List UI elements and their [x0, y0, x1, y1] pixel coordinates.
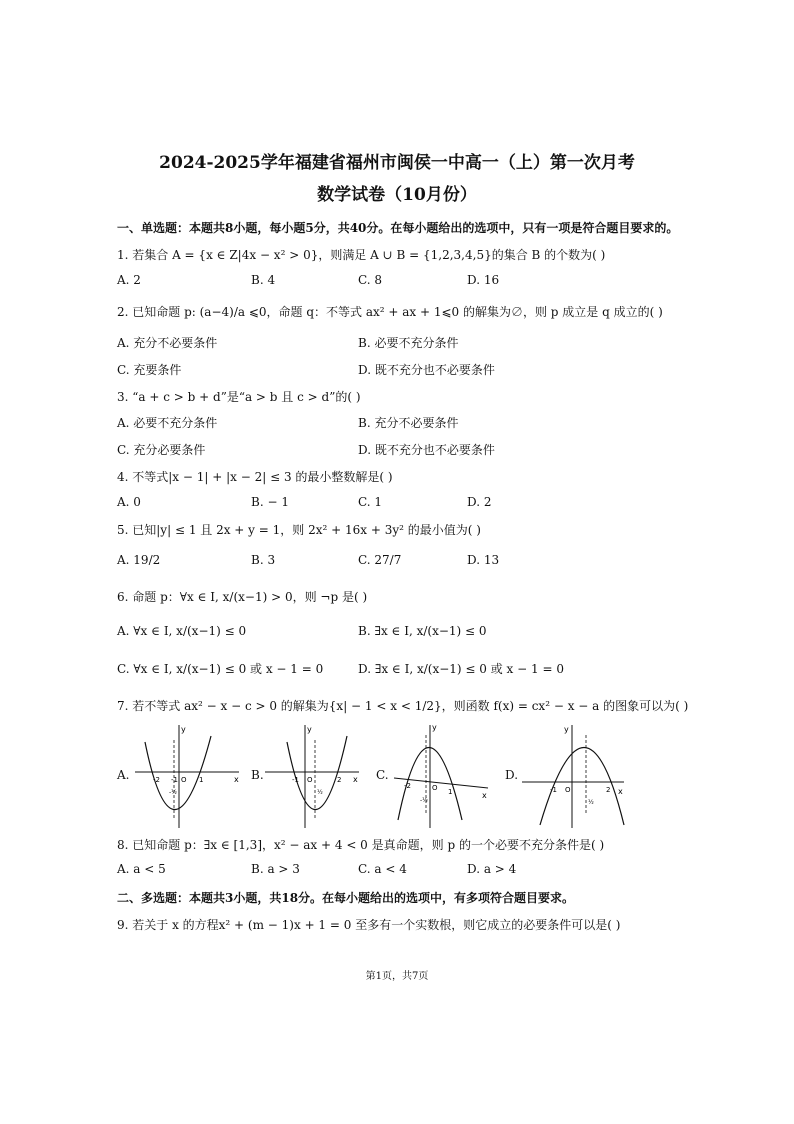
- q8-option-c: C. a < 4: [358, 862, 407, 876]
- q1-option-a: A. 2: [117, 273, 141, 287]
- svg-text:½: ½: [317, 789, 323, 796]
- question-5: 5. 已知|y| ≤ 1 且 2x + y = 1，则 2x² + 16x + 3y² 的最小值为( ): [117, 523, 481, 537]
- question-7: 7. 若不等式 ax² − x − c > 0 的解集为{x| − 1 < x < 1/2}，则函数 f(x) = cx² − x − a 的图象可以为( ): [117, 699, 689, 713]
- q2-option-b: B. 必要不充分条件: [358, 336, 459, 350]
- q7-graph-d: [520, 720, 630, 830]
- q1-option-b: B. 4: [251, 273, 276, 287]
- svg-text:x: x: [353, 775, 358, 784]
- svg-text:O: O: [565, 786, 571, 794]
- svg-text:1: 1: [199, 776, 204, 784]
- q3-option-a: A. 必要不充分条件: [117, 416, 218, 430]
- q6-option-c: C. ∀x ∈ I, x/(x−1) ≤ 0 或 x − 1 = 0: [117, 662, 324, 676]
- q1-option-d: D. 16: [467, 273, 500, 287]
- svg-text:y: y: [181, 725, 186, 734]
- svg-text:-1: -1: [292, 776, 299, 784]
- question-2: 2. 已知命题 p: (a−4)/a ⩽0，命题 q：不等式 ax² + ax + 1⩽0 的解集为∅，则 p 成立是 q 成立的( ): [117, 305, 663, 319]
- page-footer: 第1页，共7页: [365, 971, 429, 982]
- svg-text:-1: -1: [171, 776, 178, 784]
- svg-text:-1: -1: [550, 786, 557, 794]
- question-8: 8. 已知命题 p：∃x ∈ [1,3]，x² − ax + 4 < 0 是真命题，则 p 的一个必要不充分条件是( ): [117, 838, 605, 852]
- question-9: 9. 若关于 x 的方程x² + (m − 1)x + 1 = 0 至多有一个实数根，则它成立的必要条件可以是( ): [117, 918, 621, 932]
- question-4: 4. 不等式|x − 1| + |x − 2| ≤ 3 的最小整数解是( ): [117, 470, 393, 484]
- svg-text:y: y: [564, 725, 569, 734]
- exam-title: 2024-2025学年福建省福州市闽侯一中高一（上）第一次月考: [159, 153, 635, 173]
- q7-option-a: A.: [117, 768, 130, 782]
- q7-option-d: D.: [505, 768, 519, 782]
- question-1: 1. 若集合 A = {x ∈ Z|4x − x² > 0}，则满足 A ∪ B = {1,2,3,4,5}的集合 B 的个数为( ): [117, 248, 606, 262]
- q3-option-d: D. 既不充分也不必要条件: [358, 443, 495, 457]
- q3-option-b: B. 充分不必要条件: [358, 416, 459, 430]
- q4-option-a: A. 0: [117, 495, 141, 509]
- q2-option-c: C. 充要条件: [117, 363, 182, 377]
- q5-option-b: B. 3: [251, 553, 276, 567]
- q5-option-c: C. 27/7: [358, 553, 402, 567]
- section-1-heading: 一、单选题：本题共8小题，每小题5分，共40分。在每小题给出的选项中，只有一项是符合题目要求的。: [117, 221, 679, 235]
- q2-option-a: A. 充分不必要条件: [117, 336, 218, 350]
- question-6: 6. 命题 p：∀x ∈ I, x/(x−1) > 0，则 ¬p 是( ): [117, 590, 368, 604]
- q4-option-c: C. 1: [358, 495, 383, 509]
- svg-text:y: y: [307, 725, 312, 734]
- q8-option-a: A. a < 5: [117, 862, 166, 876]
- q7-graph-c: [392, 720, 492, 830]
- svg-text:-½: -½: [169, 789, 177, 796]
- q5-option-a: A. 19/2: [117, 553, 161, 567]
- svg-text:O: O: [432, 784, 438, 792]
- exam-subtitle: 数学试卷（10月份）: [317, 185, 477, 205]
- question-3: 3. “a + c > b + d”是“a > b 且 c > d”的( ): [117, 390, 361, 404]
- svg-text:-2: -2: [404, 782, 411, 790]
- q7-option-b: B.: [251, 768, 264, 782]
- svg-text:O: O: [307, 776, 313, 784]
- svg-text:-2: -2: [153, 776, 160, 784]
- q6-option-d: D. ∃x ∈ I, x/(x−1) ≤ 0 或 x − 1 = 0: [358, 662, 564, 676]
- section-2-heading: 二、多选题：本题共3小题，共18分。在每小题给出的选项中，有多项符合题目要求。: [117, 891, 575, 905]
- q2-option-d: D. 既不充分也不必要条件: [358, 363, 495, 377]
- q4-option-b: B. − 1: [251, 495, 289, 509]
- svg-text:-½: -½: [420, 797, 428, 804]
- svg-text:½: ½: [588, 799, 594, 806]
- q5-option-d: D. 13: [467, 553, 500, 567]
- q7-option-c: C.: [376, 768, 389, 782]
- q7-graph-a: [135, 720, 245, 830]
- svg-text:y: y: [432, 723, 437, 732]
- q8-option-b: B. a > 3: [251, 862, 300, 876]
- q4-option-d: D. 2: [467, 495, 492, 509]
- q6-option-b: B. ∃x ∈ I, x/(x−1) ≤ 0: [358, 624, 487, 638]
- svg-text:x: x: [482, 791, 487, 800]
- svg-text:1: 1: [448, 788, 453, 796]
- q3-option-c: C. 充分必要条件: [117, 443, 206, 457]
- q6-option-a: A. ∀x ∈ I, x/(x−1) ≤ 0: [117, 624, 247, 638]
- svg-text:2: 2: [606, 786, 611, 794]
- svg-text:O: O: [181, 776, 187, 784]
- svg-text:2: 2: [337, 776, 342, 784]
- q7-graph-b: [265, 720, 365, 830]
- q8-option-d: D. a > 4: [467, 862, 517, 876]
- svg-text:x: x: [234, 775, 239, 784]
- q1-option-c: C. 8: [358, 273, 383, 287]
- svg-text:x: x: [618, 787, 623, 796]
